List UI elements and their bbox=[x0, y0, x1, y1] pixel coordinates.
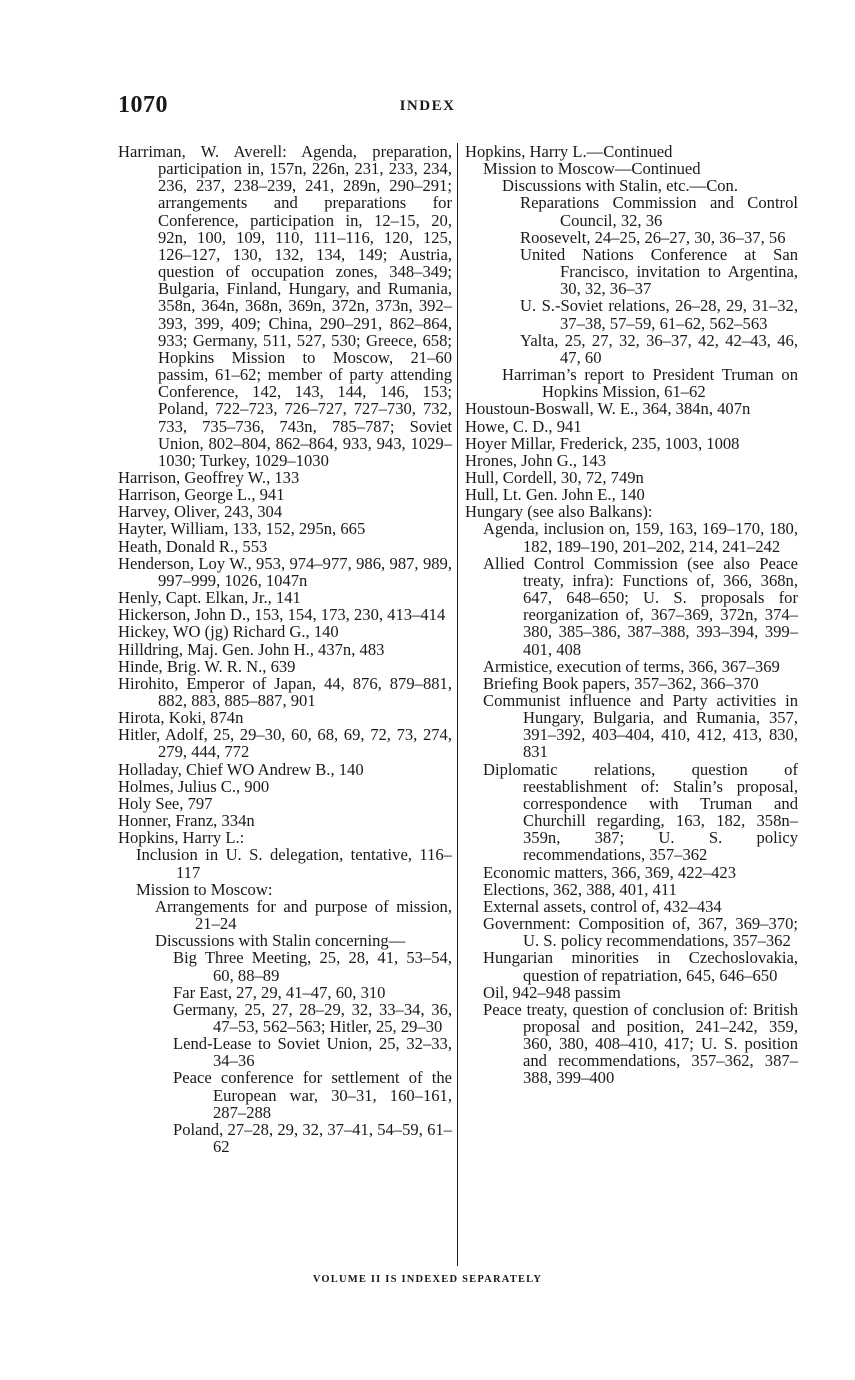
running-head: INDEX bbox=[399, 98, 456, 114]
index-subentry: Economic matters, 366, 369, 422–423 bbox=[483, 862, 737, 882]
index-entry: Holladay, Chief WO Andrew B., 140 bbox=[118, 759, 364, 779]
index-subentry: Arrangements for and purpose of mission, 21–24 bbox=[155, 896, 452, 934]
index-subentry: Agenda, inclusion on, 159, 163, 169–170, 180, 182, 189–190, 201–202, 214, 241–242 bbox=[483, 519, 798, 556]
index-subentry: Hungarian minorities in Czechoslovakia, question of repatriation, 645, 646–650 bbox=[483, 948, 798, 985]
index-entry: Holmes, Julius C., 900 bbox=[118, 776, 270, 796]
index-entry: Hickerson, John D., 153, 154, 173, 230, 413–414 bbox=[118, 605, 446, 625]
index-subentry: Harriman’s report to President Truman on Hopkins Mission, 61–62 bbox=[502, 365, 798, 402]
index-subentry: Discussions with Stalin, etc.—Con. bbox=[502, 176, 738, 196]
index-column-right bbox=[465, 143, 798, 1087]
index-subentry: Briefing Book papers, 357–362, 366–370 bbox=[483, 673, 759, 693]
index-subentry: External assets, control of, 432–434 bbox=[483, 896, 722, 916]
index-entry: Hull, Cordell, 30, 72, 749n bbox=[465, 467, 644, 487]
index-entry: Harrison, Geoffrey W., 133 bbox=[118, 467, 300, 487]
index-subentry: Reparations Commission and Control Council, 32, 36 bbox=[520, 193, 798, 230]
index-subentry: Oil, 942–948 passim bbox=[483, 982, 621, 1002]
index-subentry: Elections, 362, 388, 401, 411 bbox=[483, 879, 677, 899]
index-entry: Houstoun-Boswall, W. E., 364, 384n, 407n bbox=[465, 399, 751, 419]
index-subentry: U. S.-Soviet relations, 26–28, 29, 31–32, 37–38, 57–59, 61–62, 562–563 bbox=[520, 296, 798, 333]
index-subentry: Far East, 27, 29, 41–47, 60, 310 bbox=[173, 982, 386, 1002]
index-entry: Heath, Donald R., 553 bbox=[118, 536, 268, 556]
index-entry: Hull, Lt. Gen. John E., 140 bbox=[465, 485, 645, 505]
index-entry: Honner, Franz, 334n bbox=[118, 811, 255, 831]
index-column-left bbox=[118, 143, 452, 1155]
index-subentry: Mission to Moscow—Continued bbox=[483, 159, 701, 179]
index-entry: Hirota, Koki, 874n bbox=[118, 708, 244, 728]
index-entry: Hopkins, Harry L.—Continued bbox=[465, 142, 673, 161]
index-subentry: Inclusion in U. S. delegation, tentative, 116–117 bbox=[136, 845, 452, 882]
page-number: 1070 bbox=[118, 92, 168, 118]
index-subentry: Armistice, execution of terms, 366, 367–369 bbox=[483, 656, 780, 676]
index-subentry: Diplomatic relations, question of reestablishment of: Stalin’s proposal, correspondence with Truman and Churchill regarding, 163, 182, 358n–359n, 387; U. S. policy recommendations, 357–362 bbox=[483, 759, 798, 865]
index-entry: Hungary (see also Balkans): bbox=[465, 502, 653, 522]
index-entry: Howe, C. D., 941 bbox=[465, 416, 582, 436]
index-subentry: Mission to Moscow: bbox=[136, 879, 273, 899]
index-entry: Hopkins, Harry L.: bbox=[118, 828, 245, 848]
footer-note: VOLUME II IS INDEXED SEPARATELY bbox=[312, 1274, 543, 1285]
index-entry: Hirohito, Emperor of Japan, 44, 876, 879–881, 882, 883, 885–887, 901 bbox=[118, 673, 452, 710]
index-subentry: Germany, 25, 27, 28–29, 32, 33–34, 36, 47–53, 562–563; Hitler, 25, 29–30 bbox=[173, 999, 452, 1036]
index-entry: Hinde, Brig. W. R. N., 639 bbox=[118, 656, 296, 676]
index-entry: Hickey, WO (jg) Richard G., 140 bbox=[118, 622, 339, 642]
index-entry: Henderson, Loy W., 953, 974–977, 986, 987, 989, 997–999, 1026, 1047n bbox=[118, 553, 452, 590]
index-entry: Holy See, 797 bbox=[118, 793, 213, 813]
index-entry: Hayter, William, 133, 152, 295n, 665 bbox=[118, 519, 366, 539]
index-subentry: Poland, 27–28, 29, 32, 37–41, 54–59, 61–62 bbox=[173, 1119, 452, 1157]
index-subentry: United Nations Conference at San Francisco, invitation to Argentina, 30, 32, 36–37 bbox=[520, 244, 798, 299]
index-subentry: Peace conference for settlement of the European war, 30–31, 160–161, 287–288 bbox=[173, 1068, 452, 1122]
index-entry: Harriman, W. Averell: Agenda, preparation, participation in, 157n, 226n, 231, 233, 234, 236, 237, 238–239, 241, 289n, 290–291; arrangements and preparations for Conference, participation in, 12–15, 20, 92n, 100, 109, 110, 111–116, 120, 125, 126–127, 130, 132, 134, 149; Austria, question of occupation zones, 348–349; Bulgaria, Finland, Hungary, and Rumania, 358n, 364n, 368n, 369n, 372n, 373n, 392–393, 399, 409; China, 290–291, 862–864, 933; Germany, 511, 527, 530; Greece, 658; Hopkins Mission to Moscow, 21–60 passim, 61–62; member of party attending Conference, 142, 143, 144, 146, 153; Poland, 722–723, 726–727, 727–730, 732, 733, 735–736, 743n, 785–787; Soviet Union, 802–804, 862–864, 933, 943, 1029–1030; Turkey, 1029–1030 bbox=[118, 142, 452, 470]
index-subentry: Peace treaty, question of conclusion of: British proposal and position, 241–242, 359, 360, 380, 408–410, 417; U. S. position and recommendations, 357–362, 387–388, 399–400 bbox=[483, 999, 798, 1088]
index-subentry: Yalta, 25, 27, 32, 36–37, 42, 42–43, 46, 47, 60 bbox=[520, 330, 798, 367]
index-entry: Hitler, Adolf, 25, 29–30, 60, 68, 69, 72, 73, 274, 279, 444, 772 bbox=[118, 725, 452, 762]
index-subentry: Big Three Meeting, 25, 28, 41, 53–54, 60, 88–89 bbox=[173, 948, 452, 985]
index-subentry: Allied Control Commission (see also Peace treaty, infra): Functions of, 366, 368n, 647, 648–650; U. S. proposals for reorganization of, 367–369, 372n, 374–380, 385–386, 387–388, 393–394, 399–401, 408 bbox=[483, 553, 798, 659]
index-subentry: Discussions with Stalin concerning— bbox=[155, 931, 406, 951]
index-subentry: Lend-Lease to Soviet Union, 25, 32–33, 34–36 bbox=[173, 1034, 452, 1071]
index-entry: Harvey, Oliver, 243, 304 bbox=[118, 502, 283, 522]
column-divider bbox=[457, 143, 458, 1266]
index-entry: Harrison, George L., 941 bbox=[118, 485, 285, 505]
index-entry: Hilldring, Maj. Gen. John H., 437n, 483 bbox=[118, 639, 385, 659]
index-entry: Henly, Capt. Elkan, Jr., 141 bbox=[118, 588, 301, 608]
index-subentry: Government: Composition of, 367, 369–370; U. S. policy recommendations, 357–362 bbox=[483, 914, 798, 951]
index-entry: Hrones, John G., 143 bbox=[465, 450, 607, 470]
index-subentry: Communist influence and Party activities in Hungary, Bulgaria, and Rumania, 357, 391–392, 403–404, 410, 412, 413, 830, 831 bbox=[483, 691, 798, 762]
index-entry: Hoyer Millar, Frederick, 235, 1003, 1008 bbox=[465, 433, 740, 453]
index-subentry: Roosevelt, 24–25, 26–27, 30, 36–37, 56 bbox=[520, 227, 786, 247]
